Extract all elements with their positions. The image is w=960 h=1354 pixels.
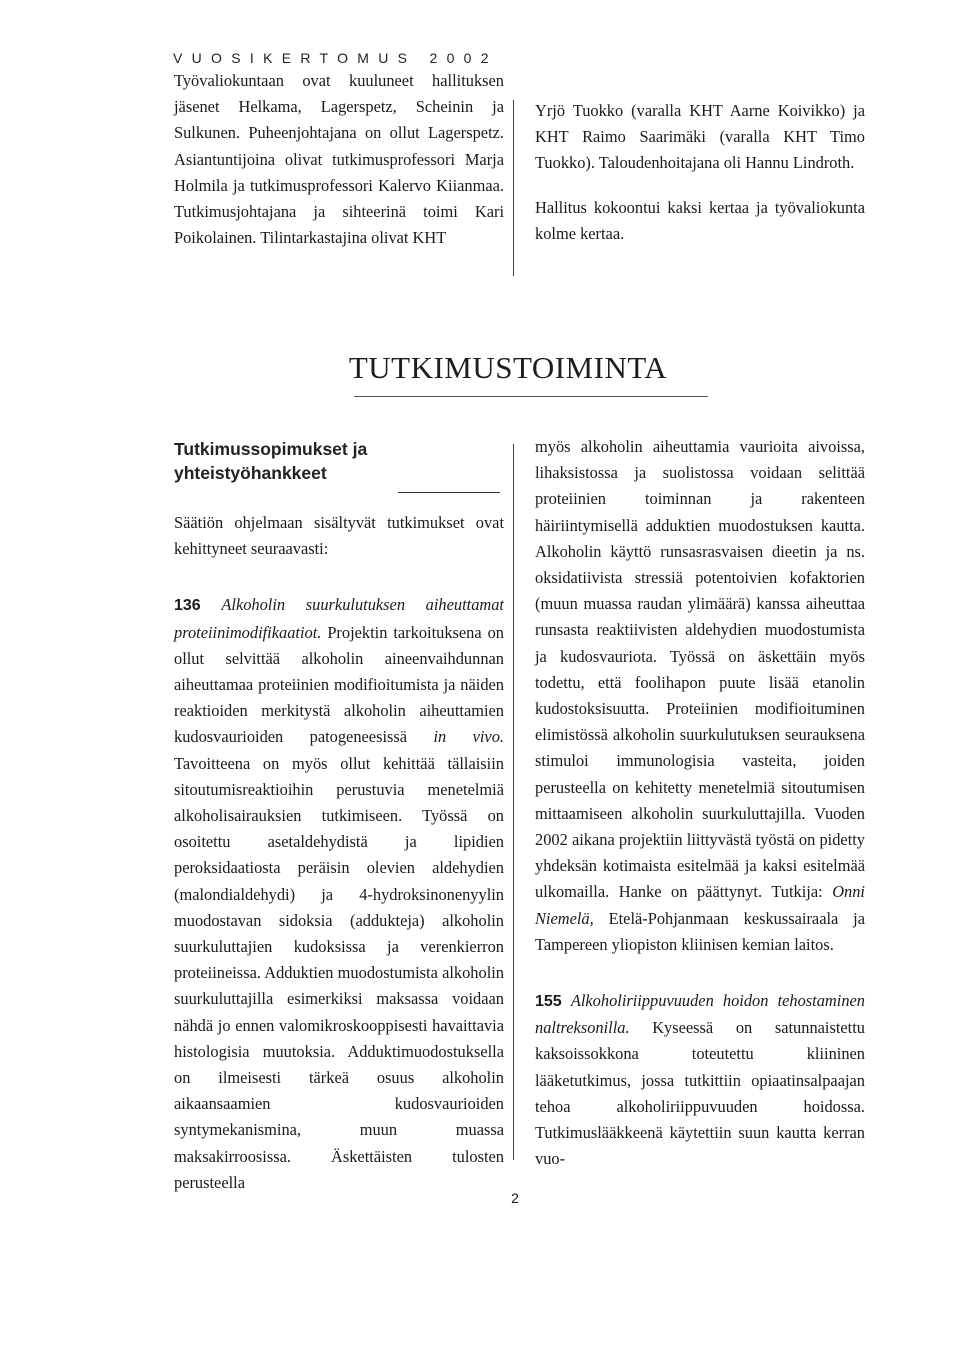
column-divider xyxy=(513,100,514,276)
page-number: 2 xyxy=(511,1190,519,1206)
project-136-continued xyxy=(535,434,865,958)
project-title: Alkoholin suurkulutuksen aiheuttamat proteiinimodifikaatiot. xyxy=(174,595,504,642)
intro-left-column xyxy=(174,68,504,251)
project-155 xyxy=(535,988,865,1172)
section-title: TUTKIMUSTOIMINTA xyxy=(348,350,668,385)
project-in-vivo: in vivo. xyxy=(433,727,504,747)
project-title: Alkoholiriippuvuuden hoidon tehostaminen naltreksonilla. xyxy=(535,991,865,1038)
main-right-column xyxy=(535,434,865,1172)
project-researcher-name: Onni Niemelä, xyxy=(535,882,865,928)
project-body-right: myös alkoholin aiheuttamia vaurioita aivoissa, lihaksistossa ja suolistossa voidaan selittää proteiinien toiminnan ja rakenteen häiriintymisellä adduktien muodostuksen kautta. Alkoholin käyttö runsasrasvaisen dieetin ja ns. oksidatiivista stressiä potentoivien kofaktorien (muun muassa raudan ylimäärä) kanssa aiheuttaa runsasta reaktiivisten aldehydien muodostumista ja kudosvauriota. Työssä on äskettäin myös todettu, että foolihapon puute lisää etanolin kudostoksisuutta. Proteiinien modifioituminen elimistössä alkoholin suurkulutuksen seurauksena stimuloi immunologisia vasteita, joiden perusteella on kehitetty menetelmiä sitoutumisen mittaamiseen alkoholin suurkuluttajilla. Vuoden 2002 aikana projektiin liittyvästä työstä on pidetty yhdeksän kotimaista esitelmää ja kaksi esitelmää ulkomailla. Hanke on päättynyt. xyxy=(535,437,865,902)
project-number: 136 xyxy=(174,597,201,615)
project-body: Projektin tarkoituksena on ollut selvittää alkoholin aineenvaihdunnan aiheuttamaa proteiinien modifioitumista ja näiden reaktioiden merkitystä alkoholin aiheuttamien kudosvaurioiden patogeneesissä xyxy=(174,622,504,747)
lead-paragraph: Säätiön ohjelmaan sisältyvät tutkimukset ovat kehittyneet seuraavasti: xyxy=(174,513,504,559)
sub-heading-rule xyxy=(398,492,500,493)
project-body: Kyseessä on satunnaistettu kaksoissokkona toteutettu kliininen lääketutkimus, jossa tutkittiin opiaatinsalpaajan tehoa alkoholiriippuvuuden hoidossa. Tutkimuslääkkeenä käytettiin suun kautta kerran vuo- xyxy=(535,1018,865,1169)
main-left-column xyxy=(174,510,504,1196)
intro-paragraph: Työvaliokuntaan ovat kuuluneet hallituksen jäsenet Helkama, Lagerspetz, Scheinin ja Sulkunen. Puheenjohtajana on ollut Lagerspetz. Asiantuntijoina olivat tutkimusprofessori Marja Holmila ja tutkimusprofessori Kalervo Kiianmaa. Tutkimusjohtajana ja sihteerinä toimi Kari Poikolainen. Tilintarkastajina olivat KHT xyxy=(174,71,504,248)
column-divider-main xyxy=(513,444,514,1160)
running-header: VUOSIKERTOMUS 2002 xyxy=(173,50,498,66)
intro-paragraph-continued: Yrjö Tuokko (varalla KHT Aarne Koivikko) ja KHT Raimo Saarimäki (varalla KHT Timo Tuokko). Taloudenhoitajana oli Hannu Lindroth. xyxy=(535,101,865,173)
project-number: 155 xyxy=(535,993,562,1011)
title-underline xyxy=(354,396,708,397)
sub-heading: Tutkimussopimukset ja yhteistyöhankkeet xyxy=(174,439,368,483)
project-body-continued: Tavoitteena on myös ollut kehittää tällaisiin sitoutumisreaktioihin perustuvia menetelmiä alkoholisairauksien tutkimiseen. Työssä on osoitettu asetaldehydistä ja lipidien peroksidaatiosta peräisin olevien aldehydien (malondialdehydi) ja 4-hydroksinonenyylin muodostavan sidoksia (addukteja) alkoholin suurkuluttajien kudoksissa ja verenkierron proteiineissa. Adduktien muodostumista alkoholin suurkuluttajilla esimerkiksi maksassa voidaan nähdä jo ennen valomikroskooppisesti havaittavia histologisia muutoksia. Adduktimuodostuksella on ilmeisesti tärkeä osuus alkoholin aikaansaamien kudosvaurioiden syntymekanismina, muun muassa maksakirroosissa. Äskettäisten tulosten perusteella xyxy=(174,753,504,1192)
intro-paragraph-meetings: Hallitus kokoontui kaksi kertaa ja työvaliokunta kolme kertaa. xyxy=(535,197,865,243)
project-researchers-label: Tutkija: xyxy=(771,882,823,902)
project-136 xyxy=(174,592,504,1196)
intro-right-column xyxy=(535,98,865,247)
project-researcher-affiliation: Etelä-Pohjanmaan keskussairaala ja Tampereen yliopiston kliinisen kemian laitos. xyxy=(535,908,865,954)
